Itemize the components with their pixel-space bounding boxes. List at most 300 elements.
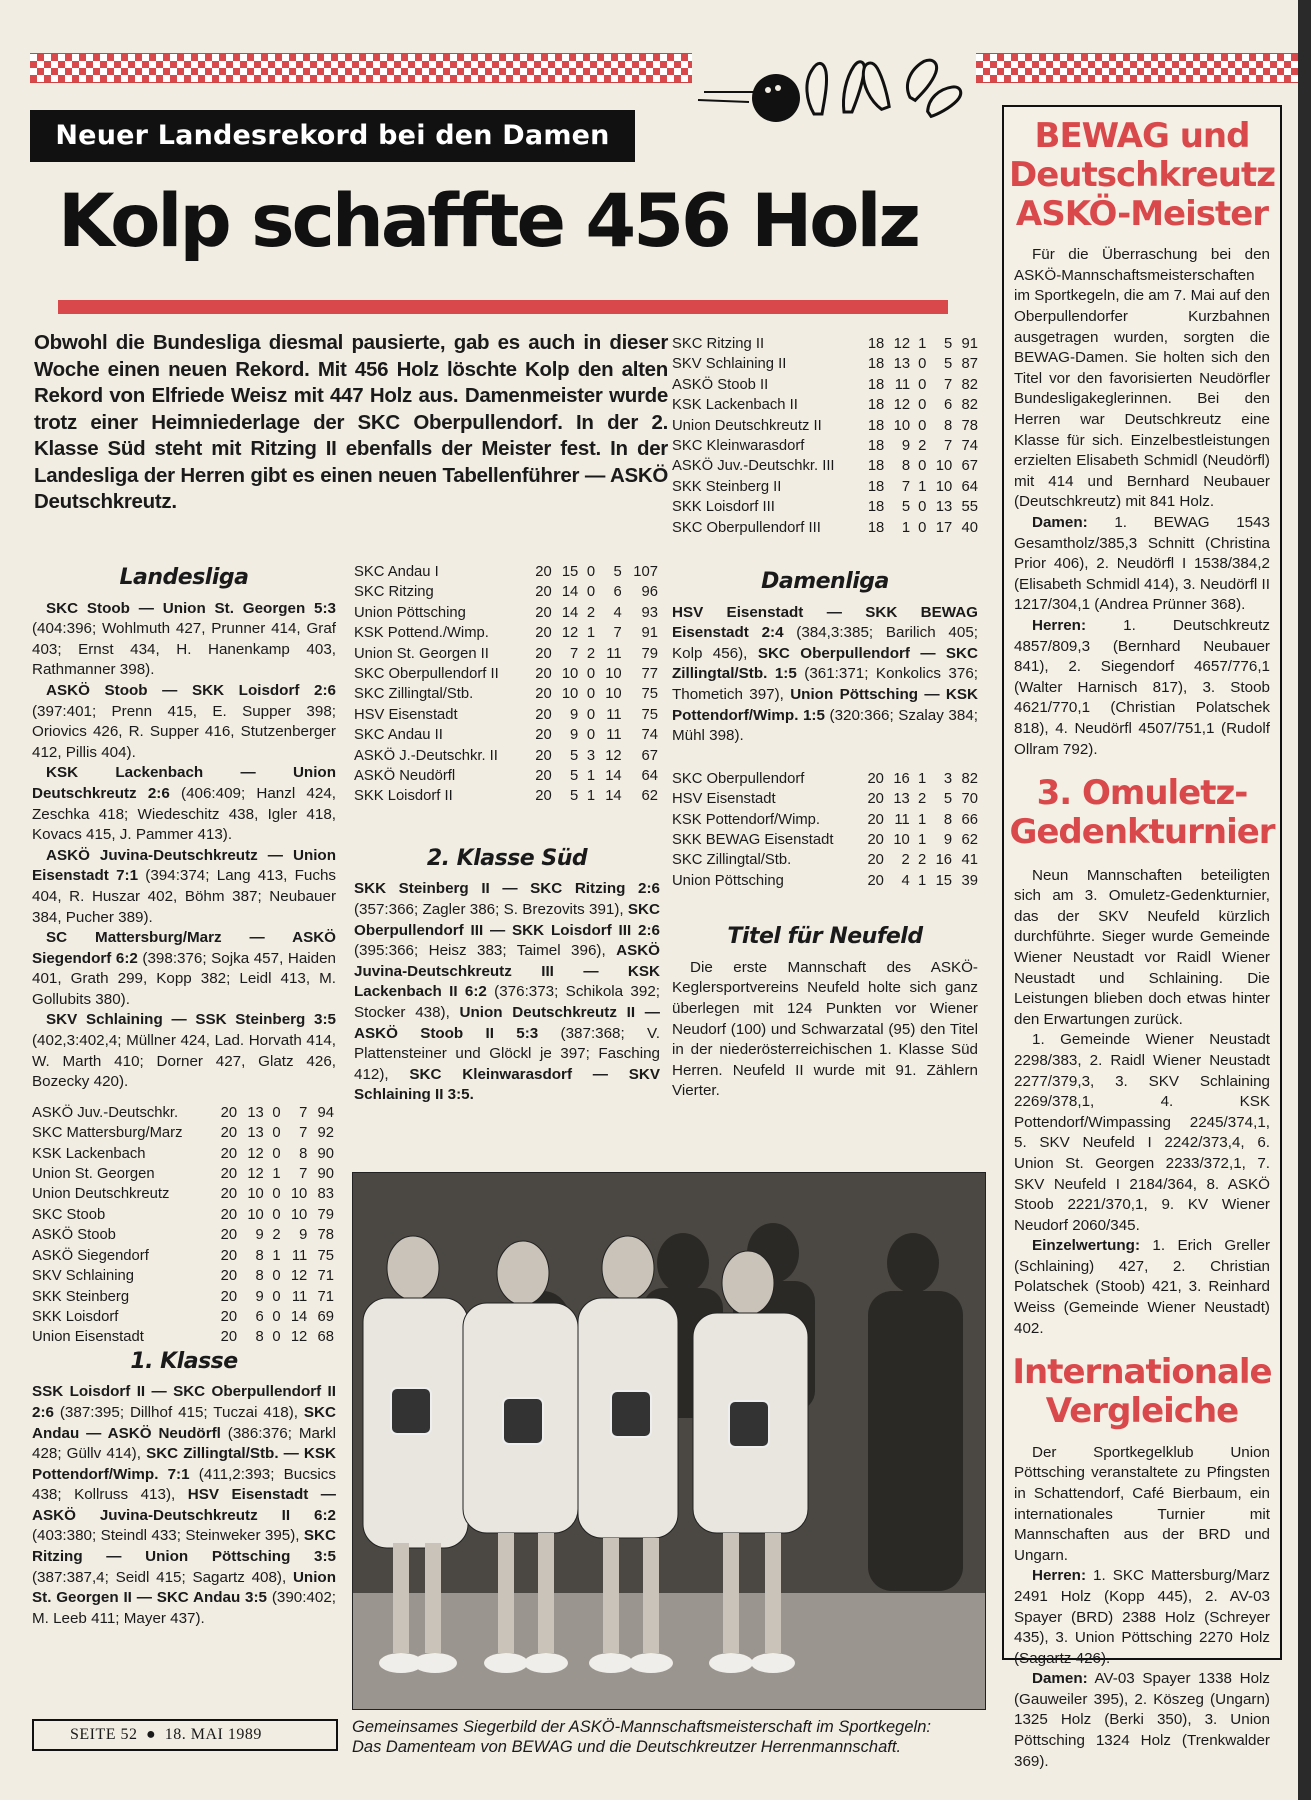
table-cell: 94 (317, 1104, 334, 1121)
klasse2-results (354, 879, 660, 1106)
table-row (32, 1144, 334, 1164)
result-detail: (361:371; Konkolics 376; Thometich 397), (672, 665, 978, 704)
table-cell: 83 (317, 1186, 334, 1203)
result-match: HSV Eisenstadt — SKK BEWAG Eisenstadt 2:4 (672, 603, 978, 642)
result-match: SKC Oberpullendorf — SKC Zillingtal/Stb. 1:5 (672, 644, 978, 683)
results-paragraph (32, 1382, 336, 1629)
table-cell: 11 (291, 1288, 308, 1305)
table-cell: 66 (961, 811, 978, 828)
table-cell: 0 (272, 1329, 281, 1346)
bewag-text: Für die Überraschung bei den ASKÖ-Mannschaftsmeisterschaften im Sportkegeln, die am 7. Mai auf den Oberpullendorfer Kurzbahnen ausgetragen wurden, sorgten die BEWAG-Damen. Sie holten sich den Titel vor den favorisierten Neudörfler Bundesligakeglerinnen. Bei den Herren war Deutschkreutz eine Klasse für sich. Einzelbestleistungen erzielten Elisabeth Schmidl (Neudörfl) mit 414 und Bernhard Neubauer (Deutschkreutz) mit 841 Holz. (1014, 246, 1270, 511)
table-cell: 0 (586, 564, 596, 580)
table-cell: 9 (570, 706, 579, 723)
table-row (672, 789, 978, 809)
table-cell: 1 (917, 811, 927, 828)
table-cell: 12 (247, 1145, 264, 1162)
table-cell: 0 (272, 1186, 281, 1203)
table-cell: 40 (961, 519, 978, 536)
table-cell: 18 (867, 356, 885, 373)
table-cell: 78 (317, 1227, 334, 1244)
lead-paragraph: Obwohl die Bundesliga diesmal pausierte, gab es auch in dieser Woche einen neuen Rekord. Mit 456 Holz löschte Kolp den alten Rekord von Elfriede Weisz mit 447 Holz aus. Damenmeister wurde trotz einer Heimniederlage der SKC Oberpullendorf. In der 2. Klasse Süd steht mit Ritzing II ebenfalls der Meister fest. In der Landesliga der Herren gibt es einen neuen Tabellenführer — ASKÖ Deutschkreutz. (34, 331, 668, 513)
table-cell: 20 (867, 872, 884, 889)
table-cell: 10 (290, 1206, 308, 1223)
photo-caption-line-2: Das Damenteam von BEWAG und die Deutschkreutzer Herrenmannschaft. (352, 1738, 902, 1756)
table-cell: 9 (255, 1227, 264, 1244)
team-name: ASKÖ J.-Deutschkr. II (354, 747, 498, 764)
result-match: KSK Lackenbach — Union Deutschkreutz 2:6 (32, 764, 336, 802)
table-cell: 7 (299, 1104, 308, 1121)
team-name: Union Deutschkreutz (32, 1186, 170, 1203)
table-cell: 2 (586, 645, 596, 662)
table-cell: 8 (299, 1145, 308, 1162)
result-match: Union Pöttsching — KSK Pottendorf/Wimp. 1:5 (672, 686, 978, 724)
table-cell: 0 (918, 417, 927, 434)
team-name: Union Pöttsching (672, 872, 784, 889)
table-cell: 10 (561, 666, 579, 683)
table-row (354, 623, 658, 643)
table-cell: 20 (220, 1329, 238, 1346)
omuletz-ranking: 1. Gemeinde Wiener Neustadt 2298/383, 2. Raidl Wiener Neustadt 2277/379,3, 3. SKV Schlaining 2269/378,1, 4. KSK Pottendorf/Wimpassing 2245/374,1, 5. SKV Neufeld I 2242/373,4, 6. Union St. Georgen 2233/372,1, 7. SKV Neufeld I 2184/364, 8. ASKÖ Stoob 2221/370,1, 9. KV Wiener Neudorf 2060/345. (1014, 1031, 1270, 1234)
page-footer (32, 1719, 338, 1751)
result-match: Union St. Georgen II — SKC Andau 3:5 (32, 1568, 336, 1607)
table-cell: 0 (918, 397, 927, 414)
result-match: SKC Zillingtal/Stb. — KSK Pottendorf/Wimp. 7:1 (32, 1445, 336, 1483)
table-cell: 11 (291, 1247, 308, 1264)
table-cell: 8 (255, 1329, 264, 1346)
team-name: SKK Loisdorf III (672, 499, 775, 516)
table-cell: 0 (272, 1145, 281, 1162)
bewag-title-line-2: Deutschkreutz (1008, 154, 1276, 195)
table-row (354, 746, 658, 766)
table-cell: 20 (535, 788, 552, 805)
table-cell: 79 (641, 645, 658, 662)
table-cell: 20 (867, 791, 884, 808)
intl-herren-label: Herren: (1032, 1567, 1087, 1585)
bewag-body (1004, 245, 1280, 760)
table-cell: 62 (641, 788, 658, 805)
table-cell: 13 (893, 356, 911, 373)
team-name: SKK BEWAG Eisenstadt (672, 832, 834, 849)
table-cell: 18 (867, 499, 885, 516)
table-cell: 14 (605, 768, 622, 785)
landesliga-results (32, 599, 336, 1093)
table-row (672, 497, 978, 517)
result-detail: (411,2:393; Bucsics 438; Kollruss 413), (32, 1465, 336, 1504)
table-cell: 10 (935, 478, 953, 495)
table-cell: 3 (586, 747, 596, 764)
table-cell: 7 (943, 438, 953, 455)
table-cell: 5 (943, 791, 953, 808)
table-row (672, 354, 978, 374)
table-cell: 5 (943, 336, 953, 352)
klasse1-results (32, 1382, 336, 1629)
table-cell: 69 (317, 1308, 334, 1325)
team-name: SKK Loisdorf (32, 1308, 119, 1325)
table-cell: 0 (918, 458, 927, 475)
team-name: SKK Steinberg II (672, 478, 782, 495)
team-name: SKC Ritzing II (672, 336, 765, 352)
result-detail: (376:373; Schikola 392; Stocker 438), (354, 983, 660, 1022)
table-cell: 20 (535, 686, 552, 703)
table-cell: 92 (317, 1125, 334, 1142)
table-cell: 10 (247, 1206, 264, 1223)
table-cell: 10 (561, 686, 579, 703)
table-cell: 7 (299, 1166, 308, 1183)
table-cell: 20 (867, 852, 884, 869)
table-cell: 10 (290, 1186, 308, 1203)
bewag-title-line-1: BEWAG und (1034, 116, 1250, 156)
table-cell: 13 (935, 499, 953, 516)
table-cell: 1 (586, 788, 596, 805)
table-cell: 20 (220, 1166, 238, 1183)
team-name: ASKÖ Siegendorf (32, 1247, 149, 1264)
team-name: KSK Lackenbach (32, 1145, 146, 1162)
klasse2-table (672, 334, 978, 538)
headline: Kolp schaffte 456 Holz (58, 179, 918, 264)
table-row (672, 436, 978, 456)
table-row (672, 769, 978, 789)
team-name: SKC Ritzing (354, 584, 434, 601)
bewag-title-line-3: ASKÖ-Meister (1015, 193, 1269, 234)
result-item (32, 599, 336, 681)
table-cell: 11 (606, 706, 622, 723)
bowling-pins-icon (807, 55, 965, 119)
table-cell: 7 (299, 1125, 308, 1142)
table-row (32, 1184, 334, 1204)
table-row (32, 1246, 334, 1266)
table-cell: 87 (961, 356, 978, 373)
table-row (672, 830, 978, 850)
table-cell: 5 (943, 356, 953, 373)
team-name: SKC Kleinwarasdorf (672, 438, 805, 455)
team-name: ASKÖ Stoob II (672, 376, 769, 393)
table-cell: 11 (606, 645, 622, 662)
table-row (32, 1205, 334, 1225)
table-cell: 0 (586, 706, 596, 723)
table-cell: 20 (867, 832, 884, 849)
section-title-klasse2: 2. Klasse Süd (426, 845, 588, 871)
table-row (354, 644, 658, 664)
bewag-damen-text: 1. BEWAG 1543 Gesamtholz/385,3 Schnitt (Christina Prior 406), 2. Neudörfl I 1538/384,2 (Elisabeth Schmidl 414), 3. Neudörfl II 1217/304,1 (Andrea Prünner 368). (1014, 513, 1270, 614)
table-cell: 11 (894, 376, 911, 393)
result-match: SKC Andau — ASKÖ Neudörfl (32, 1403, 336, 1442)
table-row (672, 416, 978, 436)
team-name: SKC Andau II (354, 727, 443, 744)
table-cell: 2 (917, 791, 927, 808)
table-row (354, 562, 658, 582)
table-row (32, 1225, 334, 1245)
result-detail: (320:366; Szalay 384; Mühl 398). (672, 706, 978, 745)
team-name: HSV Eisenstadt (354, 706, 458, 723)
headline-rule (58, 300, 948, 314)
result-item (32, 928, 336, 1010)
team-name: ASKÖ Stoob (32, 1227, 116, 1244)
bewag-damen (1014, 513, 1270, 616)
table-cell: 5 (570, 768, 579, 785)
table-cell: 20 (220, 1308, 238, 1325)
table-cell: 3 (943, 770, 953, 787)
table-row (32, 1307, 334, 1327)
table-cell: 75 (641, 686, 658, 703)
table-cell: 10 (935, 458, 953, 475)
table-cell: 9 (299, 1227, 308, 1244)
result-match: ASKÖ Juvina-Deutschkreutz — Union Eisenstadt 7:1 (32, 846, 336, 885)
table-cell: 74 (961, 438, 978, 455)
table-cell: 64 (961, 478, 978, 495)
table-cell: 74 (641, 727, 658, 744)
table-row (354, 786, 658, 806)
table-cell: 20 (220, 1268, 238, 1285)
result-detail: (404:396; Wohlmuth 427, Prunner 414, Graf 403; Ernst 434, H. Hanenkamp 403, Rathmanner 398). (32, 620, 336, 679)
table-cell: 0 (272, 1104, 281, 1121)
table-cell: 20 (867, 770, 884, 787)
team-name: SKC Oberpullendorf (672, 770, 805, 787)
table-cell: 4 (901, 872, 910, 889)
result-detail: (406:409; Hanzl 424, Zeschka 418; Wiedeschitz 438, Igler 418, Kovacs 415, J. Pammer 413). (32, 784, 336, 844)
table-cell: 41 (961, 852, 978, 869)
result-detail: (395:366; Heisz 383; Taimel 396), (354, 942, 617, 960)
table-cell: 1 (917, 872, 927, 889)
result-match: ASKÖ Juvina-Deutschkreutz III — KSK Lackenbach II 6:2 (354, 942, 660, 1001)
table-cell: 9 (255, 1288, 264, 1305)
table-cell: 0 (918, 519, 927, 536)
table-row (354, 664, 658, 684)
result-detail: (384,3:385; Barilich 405; Kolp 456), (672, 624, 978, 662)
table-cell: 71 (317, 1268, 334, 1285)
table-cell: 6 (613, 584, 622, 601)
section-title-neufeld: Titel für Neufeld (727, 924, 923, 950)
team-name: SKC Oberpullendorf II (354, 666, 499, 683)
table-cell: 107 (633, 564, 658, 580)
result-detail: (397:401; Prenn 415, E. Supper 398; Oriovics 426, R. Supper 416, Stutzenberger 412, Pillis 404). (32, 702, 336, 761)
result-detail: (387:368; V. Plattensteiner und Glöckl je 397; Fasching 412), (354, 1024, 660, 1083)
table-cell: 7 (613, 625, 622, 642)
table-cell: 1 (918, 478, 927, 495)
table-cell: 6 (943, 397, 953, 414)
team-name: ASKÖ Juv.-Deutschkr. (32, 1104, 179, 1121)
result-match: SKC Oberpullendorf III — SKK Loisdorf III 2:6 (354, 901, 660, 939)
table-cell: 20 (535, 584, 552, 601)
results-paragraph (672, 603, 978, 747)
table-cell: 1 (272, 1166, 281, 1183)
table-cell: 9 (570, 727, 579, 744)
table-cell: 20 (220, 1247, 238, 1264)
team-name: Union Eisenstadt (32, 1329, 144, 1346)
omuletz-title-line-1: 3. Omuletz- (1036, 773, 1248, 814)
bewag-herren (1014, 616, 1270, 760)
team-name: Union Deutschkreutz II (672, 417, 822, 434)
table-cell: 14 (290, 1308, 308, 1325)
result-item (32, 763, 336, 845)
table-cell: 90 (317, 1145, 334, 1162)
team-name: Union St. Georgen (32, 1166, 155, 1183)
table-cell: 79 (317, 1206, 334, 1223)
team-name: SKK Loisdorf II (354, 788, 453, 805)
table-cell: 0 (586, 686, 596, 703)
table-cell: 16 (893, 770, 910, 787)
omuletz-title (1004, 774, 1280, 852)
table-row (672, 334, 978, 354)
table-cell: 70 (961, 791, 978, 808)
table-cell: 18 (867, 458, 885, 475)
damenliga-table (672, 769, 978, 891)
team-name: SKC Andau I (354, 564, 439, 580)
table-cell: 91 (641, 625, 658, 642)
result-detail: (386:376; Markl 428; Güllv 414), (32, 1424, 336, 1463)
table-cell: 0 (272, 1308, 281, 1325)
team-name: SKV Schlaining II (672, 356, 787, 373)
intl-damen-text: AV-03 Spayer 1338 Holz (Gauweiler 395), 2. Köszeg (Ungarn) 1325 Holz (Berki 350), 3. Union Pöttsching 1324 Holz (Trenkwalder 369). (1014, 1670, 1270, 1770)
table-cell: 78 (961, 417, 978, 434)
table-row (32, 1123, 334, 1143)
bewag-herren-label: Herren: (1032, 616, 1087, 634)
table-row (672, 477, 978, 497)
team-name: KSK Pottend./Wimp. (354, 625, 489, 642)
table-cell: 7 (570, 645, 579, 662)
table-cell: 20 (535, 645, 552, 662)
result-detail: (394:374; Lang 413, Fuchs 404, R. Huszar 402, Böhm 387; Neubauer 384, Pucher 389). (32, 867, 336, 926)
intl-herren (1014, 1566, 1270, 1669)
table-cell: 8 (901, 458, 911, 475)
intl-damen (1014, 1669, 1270, 1772)
column-1 (32, 562, 336, 1629)
table-cell: 18 (867, 397, 885, 414)
table-cell: 5 (901, 499, 911, 516)
table-cell: 9 (943, 832, 953, 849)
table-cell: 75 (641, 706, 658, 723)
table-cell: 16 (935, 852, 953, 869)
table-row (672, 518, 978, 538)
result-detail: (387:387,4; Seidl 415; Sagartz 408), (32, 1568, 293, 1586)
table-cell: 4 (613, 604, 622, 621)
table-cell: 2 (901, 852, 910, 869)
table-cell: 1 (272, 1247, 281, 1264)
table-cell: 7 (901, 478, 911, 495)
result-detail: (357:366; Zagler 386; S. Brezovits 391), (354, 901, 628, 919)
result-match: SKV Schlaining — SSK Steinberg 3:5 (46, 1011, 336, 1029)
team-photo-illustration (353, 1173, 986, 1710)
table-cell: 20 (535, 768, 552, 785)
landesliga-table (32, 1103, 334, 1348)
table-row (354, 766, 658, 786)
team-name: KSK Lackenbach II (672, 397, 798, 414)
intl-title-line-2: Vergleiche (1045, 1391, 1239, 1431)
table-cell: 1 (586, 625, 596, 642)
table-cell: 12 (247, 1166, 264, 1183)
table-cell: 75 (317, 1247, 334, 1264)
bewag-herren-text: 1. Deutschkreutz 4857/809,3 (Bernhard Neubauer 841), 2. Siegendorf 4657/776,1 (Walter Harnisch 817), 3. Stoob 4621/770,1 (Christian Polatschek 818), 4. Neudörfl 4507/751,1 (Rudolf Ollram 792). (1014, 616, 1270, 758)
bewag-damen-label: Damen: (1032, 513, 1088, 531)
page-edge (1298, 0, 1311, 1800)
table-cell: 0 (918, 499, 927, 516)
table-row (32, 1266, 334, 1286)
table-cell: 11 (606, 727, 622, 744)
team-name: SKK Steinberg (32, 1288, 130, 1305)
table-cell: 55 (961, 499, 978, 516)
result-match: Union Deutschkreutz II — ASKÖ Stoob II 5:3 (354, 1004, 660, 1042)
result-match: SKC Kleinwarasdorf — SKV Schlaining II 3:5. (354, 1065, 661, 1104)
table-row (354, 603, 658, 623)
table-cell: 20 (220, 1206, 238, 1223)
footer-page: SEITE 52 (70, 1726, 138, 1743)
damenliga-results (672, 603, 978, 747)
team-name: ASKÖ Neudörfl (354, 768, 456, 785)
table-row (354, 705, 658, 725)
table-cell: 20 (220, 1145, 238, 1162)
table-row (672, 850, 978, 870)
table-cell: 14 (561, 604, 579, 621)
omuletz-body (1004, 866, 1280, 1340)
team-name: SKC Oberpullendorf III (672, 519, 821, 536)
table-cell: 12 (893, 397, 911, 414)
table-cell: 96 (641, 584, 658, 601)
table-cell: 20 (220, 1186, 238, 1203)
table-cell: 67 (641, 747, 658, 764)
table-cell: 12 (290, 1329, 308, 1346)
section-title-damenliga: Damenliga (761, 569, 889, 595)
table-cell: 1 (917, 770, 927, 787)
table-cell: 0 (272, 1125, 281, 1142)
bewag-title (1004, 117, 1280, 233)
result-match: SKC Ritzing — Union Pöttsching 3:5 (32, 1527, 336, 1566)
table-cell: 10 (605, 686, 622, 703)
table-cell: 0 (586, 666, 596, 683)
table-cell: 11 (894, 811, 910, 828)
table-cell: 1 (586, 768, 596, 785)
intl-title-line-1: Internationale (1012, 1352, 1272, 1393)
bowling-ball-icon (698, 74, 800, 122)
table-cell: 82 (961, 376, 978, 393)
kicker-bar: Neuer Landesrekord bei den Damen (30, 110, 635, 162)
team-name: SKV Schlaining (32, 1268, 134, 1285)
team-name: SKC Mattersburg/Marz (32, 1125, 183, 1142)
table-cell: 2 (918, 438, 927, 455)
footer-date: 18. MAI 1989 (164, 1726, 262, 1743)
result-match: ASKÖ Stoob — SKK Loisdorf 2:6 (46, 681, 336, 699)
table-cell: 9 (901, 438, 911, 455)
table-cell: 8 (255, 1268, 264, 1285)
footer-bullet: ● (146, 1726, 157, 1743)
table-cell: 12 (290, 1268, 308, 1285)
table-cell: 18 (867, 478, 885, 495)
photo-caption (352, 1717, 992, 1757)
table-cell: 2 (586, 604, 596, 621)
table-cell: 93 (641, 604, 658, 621)
table-cell: 17 (935, 519, 953, 536)
table-cell: 18 (867, 519, 885, 536)
table-cell: 20 (867, 811, 884, 828)
table-row (354, 725, 658, 745)
table-cell: 0 (918, 376, 927, 393)
table-cell: 0 (272, 1268, 281, 1285)
table-cell: 20 (220, 1288, 238, 1305)
table-cell: 6 (255, 1308, 264, 1325)
table-cell: 18 (867, 438, 885, 455)
table-cell: 67 (961, 458, 978, 475)
team-name: Union St. Georgen II (354, 645, 489, 662)
result-match: SSK Loisdorf II — SKC Oberpullendorf II 2:6 (32, 1383, 336, 1421)
table-row (672, 871, 978, 891)
result-item (32, 846, 336, 928)
results-paragraph (354, 879, 660, 1106)
table-cell: 12 (893, 336, 911, 352)
table-cell: 77 (641, 666, 658, 683)
result-detail: (387:395; Dillhof 415; Tuczai 418), (53, 1403, 304, 1421)
result-match: SKK Steinberg II — SKC Ritzing 2:6 (354, 880, 660, 898)
result-detail: (402,3:402,4; Müllner 424, Lad. Horvath 414, W. Marth 410; Dorner 427, Glatz 426, Bozecky 420). (32, 1032, 336, 1091)
sidebar (1002, 105, 1282, 1770)
table-cell: 90 (317, 1166, 334, 1183)
